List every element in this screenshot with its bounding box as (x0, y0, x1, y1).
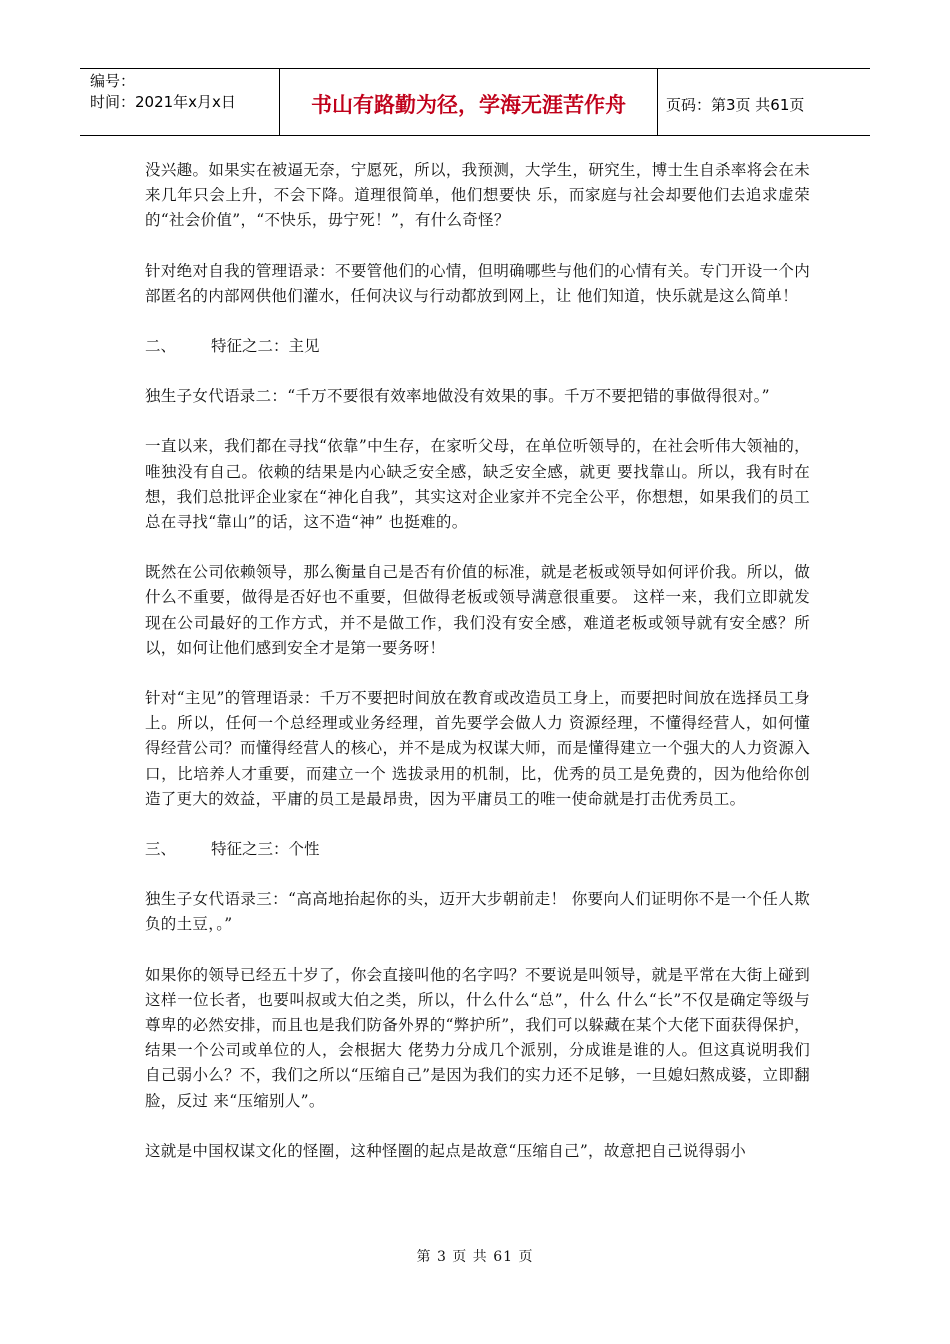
paragraph: 针对绝对自我的管理语录：不要管他们的心情，但明确哪些与他们的心情有关。专门开设一个内部匿名的内部网供他们灌水，任何决议与行动都放到网上，让 他们知道，快乐就是这么简单！ (145, 261, 810, 305)
header-page-info: 页码：第3页 共61页 (666, 95, 805, 114)
section-title: 特征之二：主见 (211, 337, 320, 356)
header-motto: 书山有路勤为径，学海无涯苦作舟 (280, 69, 658, 135)
section-heading-2 (145, 334, 810, 359)
paragraph: 既然在公司依赖领导，那么衡量自己是否有价值的标准，就是老板或领导如何评价我。所以，做什么不重要，做得是否好也不重要，但做得老板或领导满意很重要。 这样一来，我们立即就发现在公司最好的工作方式，并不是做工作，我们没有安全感，难道老板或领导就有安全感？所以，如何让他们感到安全才是第一要务呀！ (145, 563, 810, 657)
doc-number-label: 编号： (90, 72, 136, 90)
document-body (145, 158, 810, 1189)
paragraph: 一直以来，我们都在寻找“依靠”中生存，在家听父母，在单位听领导的，在社会听伟大领袖的，唯独没有自己。依赖的结果是内心缺乏安全感，缺乏安全感，就更 要找靠山。所以，我有时在想，我们总批评企业家在“神化自我”，其实这对企业家并不完全公平，你想想，如果我们的员工总在寻找“靠山”的话，这不造“神” 也挺难的。 (145, 437, 810, 532)
page-header (80, 68, 870, 136)
paragraph: 这就是中国权谋文化的怪圈，这种怪圈的起点是故意“压缩自己”，故意把自己说得弱小 (145, 1141, 747, 1160)
paragraph: 针对“主见”的管理语录：千万不要把时间放在教育或改造员工身上，而要把时间放在选择员工身上。所以，任何一个总经理或业务经理，首先要学会做人力 资源经理，不懂得经营人，如何懂得经营公司？而懂得经营人的核心，并不是成为权谋大师，而是懂得建立一个强大的人力资源入口，比培养人才重要，而建立一个 选拔录用的机制，比，优秀的员工是免费的，因为他给你创造了更大的效益，平庸的员工是最昂贵，因为平庸员工的唯一使命就是打击优秀员工。 (145, 689, 810, 808)
section-heading-3 (145, 837, 810, 862)
paragraph: 独生子女代语录二：“千万不要很有效率地做没有效果的事。千万不要把错的事做得很对。” (145, 387, 770, 406)
paragraph: 没兴趣。如果实在被逼无奈，宁愿死，所以，我预测，大学生，研究生，博士生自杀率将会在未来几年只会上升，不会下降。道理很简单，他们想要快 乐，而家庭与社会却要他们去追求虚荣的“社会价值”，“不快乐，毋宁死！”，有什么奇怪？ (145, 161, 810, 230)
page-footer: 第 3 页 共 61 页 (416, 1249, 534, 1265)
paragraph: 如果你的领导已经五十岁了，你会直接叫他的名字吗？不要说是叫领导，就是平常在大街上碰到这样一位长者，也要叫叔或大伯之类，所以，什么什么“总”，什么 什么“长”不仅是确定等级与尊卑的必然安排，而且也是我们防备外界的“弊护所”，我们可以躲藏在某个大佬下面获得保护，结果一个公司或单位的人，会根据大 佬势力分成几个派别，分成谁是谁的人。但这真说明我们自己弱小么？不，我们之所以“压缩自己”是因为我们的实力还不足够，一旦媳妇熬成婆，立即翻脸，反过 来“压缩别人”。 (145, 965, 810, 1110)
section-number: 二、 (145, 337, 177, 356)
section-number: 三、 (145, 840, 177, 859)
paragraph: 独生子女代语录三：“高高地抬起你的头，迈开大步朝前走！ 你要向人们证明你不是一个任人欺负的土豆，。” (145, 890, 810, 934)
section-title: 特征之三：个性 (211, 840, 320, 859)
header-meta (80, 69, 280, 135)
date-line: 时间：2021年x月x日 (90, 93, 236, 111)
